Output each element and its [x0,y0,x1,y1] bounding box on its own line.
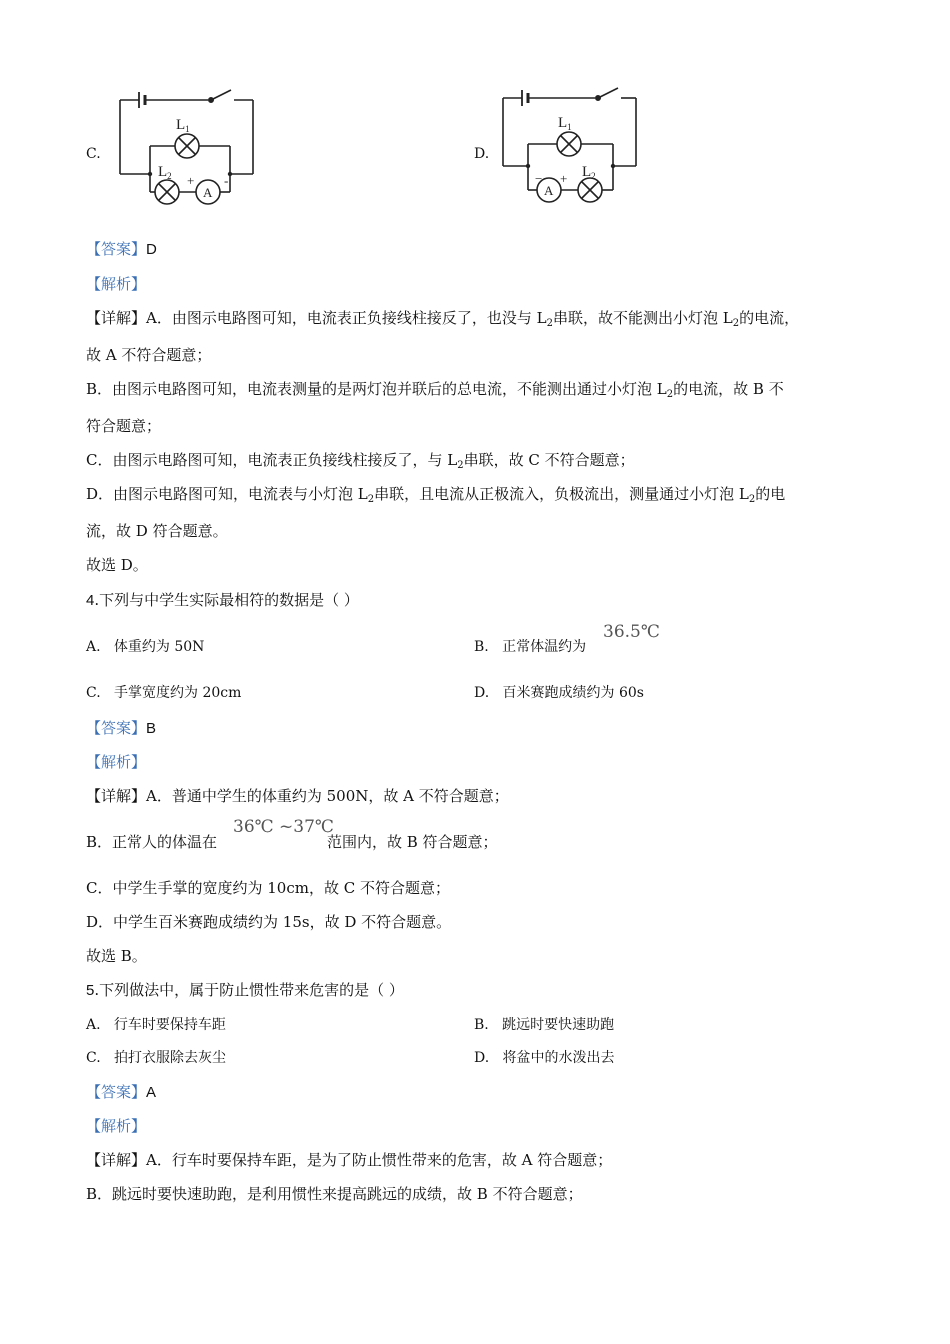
q4-detail-line-2a: B．正常人的体温在 [86,833,218,851]
plus-sign: + [187,173,195,188]
q4-detail-formula: 36℃ ~37℃ [233,817,334,837]
q5-answer [86,1081,156,1102]
q5-detail-line-1: 【详解】A．行车时要保持车距，是为了防止惯性带来的危害，故 A 符合题意； [86,1151,613,1169]
q3-detail-line-1: 【详解】A．由图示电路图可知，电流表正负接线柱接反了，也没与 $L_2$串联，故不能测出小灯泡 $L_2$的电流， [86,309,800,329]
answer-value: B [146,720,157,737]
q3-answer [86,238,157,259]
minus-sign: − [535,171,543,186]
q4-option-a: A. 体重约为 50N [86,639,205,655]
l1-label: $L_1$ [176,117,190,134]
q3-detail-line-7: 流，故 D 符合题意。 [86,522,228,540]
q4-option-d: D. 百米赛跑成绩约为 60s [474,685,644,701]
q5-option-b: B. 跳远时要快速助跑 [474,1017,615,1033]
q4-stem: 4.下列与中学生实际最相符的数据是（ ） [86,591,359,609]
q5-stem: 5.下列做法中，属于防止惯性带来危害的是（ ） [86,981,404,999]
plus-sign: + [560,171,568,186]
option-d-label: D. [474,146,490,162]
q3-analysis-tag: 【解析】 [86,275,147,293]
q4-detail-line-1: 【详解】A．普通中学生的体重约为 500N，故 A 不符合题意； [86,787,509,805]
q4-conclusion: 故选 B。 [86,947,147,965]
q5-detail-line-2: B．跳远时要快速助跑，是利用惯性来提高跳远的成绩，故 B 不符合题意； [86,1185,583,1203]
l1-label: $L_1$ [558,115,572,132]
circuit-diagram-d [495,84,645,212]
circuit-diagram-c [112,84,262,212]
q5-option-a: A. 行车时要保持车距 [86,1017,226,1033]
l2-label: $L_2$ [582,164,596,181]
q5-analysis-tag: 【解析】 [86,1117,147,1135]
q3-detail-line-4: 符合题意； [86,417,162,435]
q4-option-c: C. 手掌宽度约为 20cm [86,685,242,701]
ammeter-label: A [203,185,213,200]
q4-detail-line-4: D．中学生百米赛跑成绩约为 15s，故 D 不符合题意。 [86,913,452,931]
q4-answer [86,717,156,738]
minus-sign: - [224,173,229,188]
q3-detail-line-2: 故 A 不符合题意； [86,346,212,364]
q3-detail-line-5: C．由图示电路图可知，电流表正负接线柱接反了，与 $L_2$串联，故 C 不符合题意； [86,451,635,471]
l2-label: $L_2$ [158,164,172,181]
q3-conclusion: 故选 D。 [86,556,148,574]
q4-option-b-formula: 36.5℃ [603,622,660,642]
question-number: 5 [86,982,95,999]
ammeter-label: A [544,183,554,198]
answer-value: D [146,241,157,258]
q4-detail-line-3: C．中学生手掌的宽度约为 10cm，故 C 不符合题意； [86,879,450,897]
q4-analysis-tag: 【解析】 [86,753,147,771]
q5-option-d: D. 将盆中的水泼出去 [474,1050,615,1066]
answer-tag: 【答案】 [86,240,147,258]
q3-detail-line-3: B．由图示电路图可知，电流表测量的是两灯泡并联后的总电流，不能测出通过小灯泡 $L_2$的电流，故 B 不 [86,380,784,400]
q4-option-b: B. 正常体温约为 [474,639,587,655]
q5-option-c: C. 拍打衣服除去灰尘 [86,1050,227,1066]
question-number: 4 [86,592,95,609]
answer-tag: 【答案】 [86,719,147,737]
answer-value: A [146,1084,157,1101]
option-c-label: C. [86,146,101,162]
q4-detail-line-2b: 范围内，故 B 符合题意； [327,833,498,851]
q3-detail-line-6: D．由图示电路图可知，电流表与小灯泡 $L_2$串联，且电流从正极流入，负极流出，测量通过小灯泡 $L_2$的电 [86,485,786,505]
answer-tag: 【答案】 [86,1083,147,1101]
